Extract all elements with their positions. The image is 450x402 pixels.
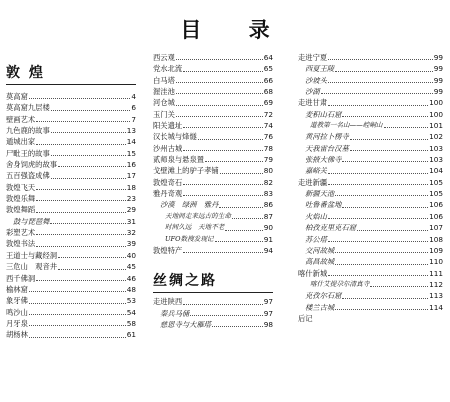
toc-entry-page: 32: [126, 228, 136, 238]
dot-leader: [29, 303, 126, 304]
toc-entry-page: 61: [126, 330, 136, 340]
toc-entry: [6, 329, 136, 340]
dot-leader: [342, 161, 428, 162]
toc-entry-page: 107: [429, 223, 443, 233]
toc-entry: [298, 177, 443, 188]
toc-entry: [298, 256, 443, 267]
toc-entry-page: 58: [126, 318, 136, 328]
toc-entry-page: 66: [263, 75, 273, 85]
toc-entry-title: 嘉峪关: [305, 166, 327, 176]
toc-entry: [6, 216, 136, 227]
toc-entry-title: 后记: [298, 313, 313, 323]
toc-entry-page: 103: [429, 155, 443, 165]
toc-entry-page: 112: [429, 279, 443, 289]
toc-entry-title: 西千佛洞: [6, 273, 36, 283]
toc-entry-page: 114: [429, 302, 443, 312]
dot-leader: [328, 105, 428, 106]
toc-entry: [298, 245, 443, 256]
toc-entry-title: 榆林窟: [6, 284, 28, 294]
toc-entry-title: 莫高窟: [6, 92, 28, 101]
toc-entry-page: 90: [263, 223, 273, 233]
toc-column-1: [6, 52, 136, 341]
dot-leader: [58, 269, 126, 270]
toc-entry: [153, 109, 273, 120]
toc-entry-title: 莫高窟九层楼: [6, 103, 50, 113]
toc-entry: [298, 75, 443, 86]
toc-entry-page: 103: [429, 143, 443, 153]
toc-entry: [153, 177, 273, 188]
toc-entry-page: 87: [263, 211, 273, 221]
toc-entry: [298, 199, 443, 210]
toc-entry-page: 13: [126, 126, 136, 136]
toc-entry-page: 6: [131, 103, 136, 113]
toc-entry: [298, 222, 443, 233]
toc-entry: [153, 165, 273, 176]
toc-entry-title: 遁城出家: [6, 137, 36, 147]
toc-entry-title: 敦煌飞天: [6, 182, 36, 192]
toc-entry-title: 西云观: [153, 53, 175, 62]
toc-entry-title: 走进新疆: [298, 177, 328, 187]
toc-entry-page: 79: [263, 155, 273, 165]
toc-entry: [6, 295, 136, 306]
toc-entry-title: 克孜尔石窟: [305, 291, 342, 301]
dot-leader: [232, 218, 263, 219]
toc-entry-page: 40: [126, 250, 136, 260]
toc-entry-page: 106: [429, 200, 443, 210]
toc-entry-page: 99: [433, 53, 443, 62]
page-title: 目 录: [180, 17, 290, 42]
toc-entry-page: 54: [126, 307, 136, 317]
toc-list: [298, 52, 443, 324]
toc-entry-title: 王道士与藏经洞: [6, 250, 58, 260]
toc-entry-title: 麦积山石窟: [305, 109, 342, 119]
toc-entry-page: 110: [429, 257, 443, 267]
dot-leader: [370, 286, 428, 287]
toc-entry-page: 39: [126, 239, 136, 249]
toc-entry: [6, 204, 136, 215]
toc-entry: [6, 261, 136, 272]
toc-entry-title: 彩塑艺术: [6, 228, 36, 238]
dot-leader: [205, 161, 263, 162]
toc-entry-page: 31: [126, 216, 136, 226]
toc-entry: [298, 97, 443, 108]
toc-entry-page: 29: [126, 205, 136, 215]
toc-entry: [6, 136, 136, 147]
toc-entry: [6, 238, 136, 249]
toc-entry: [298, 279, 443, 290]
toc-entry-title: 西夏王陵: [305, 64, 335, 74]
toc-entry-page: 64: [263, 53, 273, 62]
toc-entry-page: 48: [126, 284, 136, 294]
dot-leader: [350, 139, 428, 140]
toc-entry-page: 111: [429, 268, 443, 278]
dot-leader: [321, 93, 433, 94]
dot-leader: [183, 195, 263, 196]
toc-entry: [6, 102, 136, 113]
toc-entry: [298, 290, 443, 301]
toc-entry-title: 喀什艾提尕尔清真寺: [310, 279, 370, 288]
toc-entry-title: 党水北流: [153, 64, 183, 74]
toc-entry: [298, 165, 443, 176]
dot-leader: [176, 82, 263, 83]
toc-entry-title: 敦煌奇石: [153, 177, 183, 187]
toc-entry-page: 45: [126, 262, 136, 272]
toc-entry: [153, 188, 273, 199]
dot-leader: [58, 257, 126, 258]
toc-list: [6, 91, 136, 341]
dot-leader: [342, 207, 428, 208]
dot-leader: [176, 59, 263, 60]
toc-entry-page: 4: [131, 92, 136, 101]
toc-entry-title: 沙漠 绿洲 雅丹: [160, 200, 219, 210]
toc-entry-title: 雅丹奇观: [153, 189, 183, 199]
toc-entry-title: 阳关遗址: [153, 121, 183, 131]
toc-entry: [298, 268, 443, 279]
toc-entry-title: 走进甘肃: [298, 98, 328, 108]
toc-entry: [6, 182, 136, 193]
section-heading-dunhuang: 敦 煌: [6, 62, 136, 85]
dot-leader: [328, 82, 433, 83]
dot-leader: [29, 314, 126, 315]
toc-entry: [298, 154, 443, 165]
toc-entry-title: 胡杨林: [6, 330, 28, 340]
toc-entry-title: 贰师泉与悬泉置: [153, 155, 205, 165]
toc-entry-title: 象牙佛: [6, 296, 28, 306]
toc-entry-title: 沙州古城: [153, 143, 183, 153]
toc-entry-title: 柏孜克里克石窟: [305, 223, 357, 233]
toc-entry-title: 天地间走来远古的生命: [165, 211, 231, 220]
toc-entry-title: 秦兵马俑: [160, 308, 190, 318]
dot-leader: [176, 93, 263, 94]
toc-entry-title: 白马塔: [153, 75, 175, 85]
toc-entry-title: 楼兰古城: [305, 302, 335, 312]
dot-leader: [350, 150, 428, 151]
toc-entry-page: 109: [429, 245, 443, 255]
toc-entry-page: 72: [263, 109, 273, 119]
dot-leader: [220, 173, 263, 174]
dot-leader: [36, 246, 126, 247]
toc-entry-page: 23: [126, 194, 136, 204]
toc-entry: [6, 148, 136, 159]
toc-entry: [153, 97, 273, 108]
dot-leader: [335, 252, 428, 253]
dot-leader: [357, 230, 428, 231]
toc-entry: [153, 131, 273, 142]
toc-list: [153, 52, 273, 256]
dot-leader: [58, 166, 126, 167]
toc-entry-page: 14: [126, 137, 136, 147]
dot-leader: [51, 155, 126, 156]
dot-leader: [36, 121, 130, 122]
toc-entry: [298, 63, 443, 74]
toc-entry-page: 74: [263, 121, 273, 131]
dot-leader: [342, 298, 428, 299]
dot-leader: [328, 241, 428, 242]
toc-entry: [153, 199, 273, 210]
toc-entry: [298, 188, 443, 199]
dot-leader: [36, 212, 126, 213]
dot-leader: [29, 291, 126, 292]
toc-entry: [298, 313, 443, 324]
toc-entry-title: 黄河拉卜楞寺: [305, 132, 349, 142]
toc-column-2: [153, 52, 273, 330]
dot-leader: [328, 173, 428, 174]
dot-leader: [215, 241, 263, 242]
toc-entry-title: 舍身饲虎的故事: [6, 160, 58, 170]
dot-leader: [225, 230, 262, 231]
toc-entry-page: 99: [433, 64, 443, 74]
toc-entry-title: 走进宁夏: [298, 53, 328, 62]
dot-leader: [335, 71, 433, 72]
dot-leader: [51, 178, 126, 179]
toc-entry: [6, 114, 136, 125]
toc-entry: [6, 91, 136, 102]
toc-entry-title: 吐鲁番盆地: [305, 200, 342, 210]
toc-entry: [298, 234, 443, 245]
toc-entry-page: 100: [429, 98, 443, 108]
toc-entry: [6, 318, 136, 329]
section-heading-silk-road: 丝绸之路: [153, 270, 273, 293]
toc-entry-title: 敦煌特产: [153, 245, 183, 255]
toc-entry-page: 101: [429, 121, 443, 131]
dot-leader: [183, 127, 263, 128]
dot-leader: [328, 218, 428, 219]
dot-leader: [342, 116, 428, 117]
toc-entry-title: 交河故城: [305, 245, 335, 255]
toc-entry-title: 敦煌书法: [6, 239, 36, 249]
toc-entry-page: 69: [263, 98, 273, 108]
toc-entry-page: 104: [429, 166, 443, 176]
toc-entry: [153, 211, 273, 222]
toc-entry: [298, 302, 443, 313]
toc-entry: [153, 143, 273, 154]
dot-leader: [29, 337, 126, 338]
toc-entry-page: 80: [263, 166, 273, 176]
toc-entry: [6, 159, 136, 170]
toc-entry-title: 河仓城: [153, 98, 175, 108]
dot-leader: [335, 264, 428, 265]
toc-entry-page: 97: [263, 308, 273, 318]
toc-entry-page: 68: [263, 87, 273, 97]
toc-entry-page: 98: [263, 319, 273, 329]
dot-leader: [36, 234, 126, 235]
dot-leader: [36, 144, 126, 145]
toc-entry: [298, 109, 443, 120]
dot-leader: [183, 252, 263, 253]
toc-entry-page: 18: [126, 182, 136, 192]
dot-leader: [183, 184, 263, 185]
dot-leader: [29, 98, 130, 99]
toc-entry-page: 16: [126, 160, 136, 170]
toc-entry-title: 五百强盗成佛: [6, 171, 50, 181]
toc-entry-title: 张掖大佛寺: [305, 155, 342, 165]
dot-leader: [176, 116, 263, 117]
dot-leader: [335, 195, 428, 196]
toc-entry-page: 15: [126, 148, 136, 158]
toc-entry-title: 渥洼池: [153, 87, 175, 97]
dot-leader: [51, 110, 131, 111]
toc-entry: [298, 211, 443, 222]
toc-entry: [298, 52, 443, 63]
toc-entry-title: 慈恩寺与大雁塔: [160, 319, 212, 329]
toc-entry-page: 76: [263, 132, 273, 142]
toc-entry: [153, 86, 273, 97]
toc-entry-title: 玉门关: [153, 109, 175, 119]
toc-entry: [153, 222, 273, 233]
toc-entry-title: 高昌故城: [305, 257, 335, 267]
dot-leader: [50, 223, 125, 224]
toc-entry: [6, 250, 136, 261]
toc-entry: [153, 75, 273, 86]
toc-entry: [153, 154, 273, 165]
toc-entry-page: 100: [429, 109, 443, 119]
toc-entry: [6, 193, 136, 204]
toc-entry-title: 走进陕西: [153, 297, 183, 307]
toc-entry-page: 91: [263, 234, 273, 244]
toc-entry-page: 94: [263, 245, 273, 255]
toc-entry-title: 月牙泉: [6, 318, 28, 328]
toc-entry: [6, 227, 136, 238]
toc-entry-title: 新疆天池: [305, 189, 335, 199]
dot-leader: [219, 207, 262, 208]
dot-leader: [183, 150, 263, 151]
dot-leader: [198, 139, 263, 140]
toc-entry-title: UFO数搜发现记: [165, 234, 214, 243]
toc-entry-title: 天我雷台汉墓: [305, 143, 349, 153]
toc-entry-title: 九色鹿的故事: [6, 126, 50, 136]
toc-entry-title: 火焰山: [305, 211, 327, 221]
toc-entry-page: 7: [131, 114, 136, 124]
dot-leader: [212, 326, 263, 327]
toc-list: [153, 296, 273, 330]
toc-entry-page: 108: [429, 234, 443, 244]
toc-entry-page: 113: [429, 291, 443, 301]
toc-entry-page: 83: [263, 189, 273, 199]
dot-leader: [36, 189, 126, 190]
toc-entry-title: 壁画艺术: [6, 114, 36, 124]
dot-leader: [51, 132, 126, 133]
dot-leader: [183, 304, 263, 305]
toc-entry-page: 78: [263, 143, 273, 153]
toc-entry-page: 97: [263, 297, 273, 307]
toc-entry-title: 敦煌舞蹈: [6, 205, 36, 215]
toc-entry: [6, 125, 136, 136]
toc-entry: [298, 143, 443, 154]
dot-leader: [328, 59, 433, 60]
toc-entry: [153, 52, 273, 63]
toc-entry: [153, 319, 273, 330]
toc-entry-title: 苏公塔: [305, 234, 327, 244]
toc-entry-page: 82: [263, 177, 273, 187]
toc-entry-title: 道教第一名山——崆峒山: [310, 121, 383, 130]
toc-column-3: [298, 52, 443, 324]
toc-entry: [6, 170, 136, 181]
toc-entry: [6, 307, 136, 318]
toc-entry-page: 86: [263, 200, 273, 210]
dot-leader: [183, 71, 263, 72]
toc-entry-title: 时间久远 天地不老: [165, 223, 225, 232]
toc-entry-title: 鸣沙山: [6, 307, 28, 317]
dot-leader: [29, 325, 126, 326]
toc-entry: [298, 86, 443, 97]
toc-entry: [153, 245, 273, 256]
toc-entry: [298, 120, 443, 131]
toc-entry-page: 105: [429, 189, 443, 199]
dot-leader: [190, 315, 263, 316]
toc-entry: [153, 296, 273, 307]
toc-entry-title: 尸毗王的故事: [6, 148, 50, 158]
dot-leader: [328, 184, 428, 185]
dot-leader: [176, 105, 263, 106]
toc-entry-page: 46: [126, 273, 136, 283]
toc-entry-page: 106: [429, 211, 443, 221]
dot-leader: [335, 309, 428, 310]
toc-entry-title: 鼓与琵琶舞: [13, 216, 50, 226]
toc-entry: [153, 308, 273, 319]
toc-entry-title: 敦煌乐舞: [6, 194, 36, 204]
dot-leader: [328, 275, 428, 276]
toc-entry: [153, 234, 273, 245]
dot-leader: [384, 127, 429, 128]
dot-leader: [36, 280, 126, 281]
toc-entry-title: 沙湖: [305, 87, 320, 97]
toc-entry-page: 65: [263, 64, 273, 74]
toc-entry-title: 汉长城与烽燧: [153, 132, 197, 142]
toc-entry-page: 99: [433, 87, 443, 97]
toc-entry-page: 17: [126, 171, 136, 181]
toc-entry: [6, 284, 136, 295]
toc-entry: [153, 120, 273, 131]
toc-entry: [153, 63, 273, 74]
toc-entry-title: 沙坡头: [305, 75, 327, 85]
toc-entry-title: 戈壁滩上的驴子孝铺: [153, 166, 219, 176]
toc-entry-page: 99: [433, 75, 443, 85]
toc-entry-page: 105: [429, 177, 443, 187]
dot-leader: [36, 200, 126, 201]
toc-entry: [298, 131, 443, 142]
toc-entry-page: 102: [429, 132, 443, 142]
toc-entry-title: 三危山 观音井: [6, 262, 58, 272]
toc-entry: [6, 273, 136, 284]
toc-entry-title: 喀什新城: [298, 268, 328, 278]
toc-entry-page: 53: [126, 296, 136, 306]
